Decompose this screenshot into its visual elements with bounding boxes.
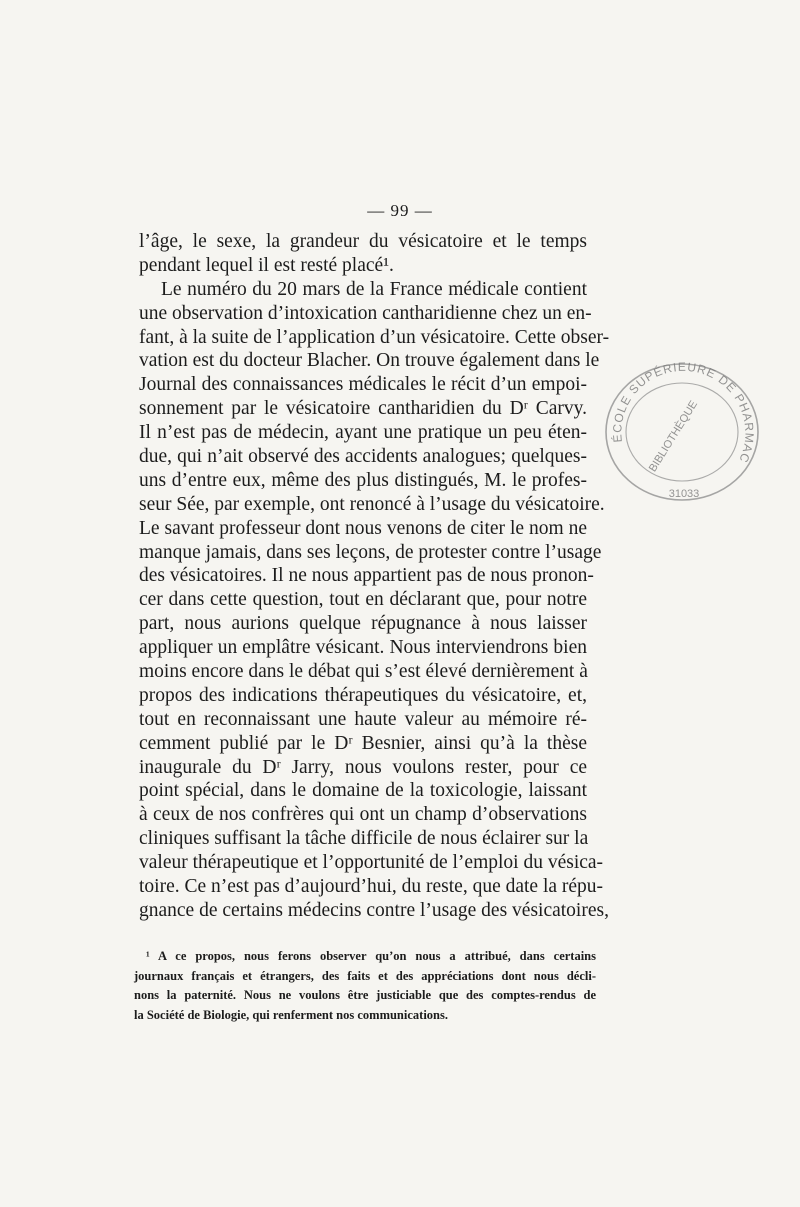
text-line: Le savant professeur dont nous venons de citer le nom ne xyxy=(139,517,587,539)
stamp-seal xyxy=(600,356,760,506)
text-line: moins encore dans le débat qui s’est élevé dernièrement à xyxy=(139,661,588,683)
text-line: sonnement par le vésicatoire cantharidien du Dʳ Carvy. xyxy=(139,398,587,420)
text-line: appliquer un emplâtre vésicant. Nous interviendrons bien xyxy=(139,637,587,659)
text-line: pendant lequel il est resté placé¹. xyxy=(139,254,394,276)
footnote-line: la Société de Biologie, qui renferment nos communications. xyxy=(134,1007,448,1022)
text-line: due, qui n’ait observé des accidents analogues; quelques- xyxy=(139,446,587,468)
text-line: inaugurale du Dʳ Jarry, nous voulons rester, pour ce xyxy=(139,756,587,778)
text-line: point spécial, dans le domaine de la toxicologie, laissant xyxy=(139,780,587,802)
text-line: vation est du docteur Blacher. On trouve également dans le xyxy=(139,350,600,372)
footnote xyxy=(134,947,596,1025)
text-line: fant, à la suite de l’application d’un vésicatoire. Cette obser- xyxy=(139,326,610,348)
text-line: Le numéro du 20 mars de la France médicale contient xyxy=(161,278,587,300)
text-line: part, nous aurions quelque répugnance à nous laisser xyxy=(139,613,587,635)
stamp-number: 31033 xyxy=(668,488,700,500)
text-line: cemment publié par le Dʳ Besnier, ainsi qu’à la thèse xyxy=(139,732,587,754)
stamp-outer-text: ÉCOLE SUPÉRIEURE DE PHARMAC xyxy=(610,359,757,466)
text-line: toire. Ce n’est pas d’aujourd’hui, du reste, que date la répu- xyxy=(139,876,604,898)
text-line: une observation d’intoxication cantharidienne chez un en- xyxy=(139,302,592,324)
text-line: des vésicatoires. Il ne nous appartient pas de nous pronon- xyxy=(139,565,594,587)
text-line: manque jamais, dans ses leçons, de protester contre l’usage xyxy=(139,541,602,563)
stamp-inner-text: BIBLIOTHÈQUE xyxy=(646,398,701,475)
footnote-line: ¹ A ce propos, nous ferons observer qu’on nous a attribué, dans certains xyxy=(146,949,596,963)
text-line: seur Sée, par exemple, ont renoncé à l’usage du vésicatoire. xyxy=(139,493,605,515)
text-line: Il n’est pas de médecin, ayant une pratique un peu éten- xyxy=(139,422,587,444)
footnote-line: nons la paternité. Nous ne voulons être justiciable que des comptes-rendus de xyxy=(134,988,596,1003)
text-line: l’âge, le sexe, la grandeur du vésicatoire et le temps xyxy=(139,231,587,252)
text-line: gnance de certains médecins contre l’usage des vésicatoires, xyxy=(139,899,609,921)
text-line: Journal des connaissances médicales le récit d’un empoi- xyxy=(139,374,587,396)
page-number: — 99 — xyxy=(367,201,433,220)
text-line: cer dans cette question, tout en déclarant que, pour notre xyxy=(139,589,587,611)
text-line: uns d’entre eux, même des plus distingués, M. le profes- xyxy=(139,469,587,491)
text-line: propos des indications thérapeutiques du vésicatoire, et, xyxy=(139,684,587,706)
text-line: valeur thérapeutique et l’opportunité de l’emploi du vésica- xyxy=(139,852,604,874)
text-line: tout en reconnaissant une haute valeur au mémoire ré- xyxy=(139,708,587,730)
text-line: cliniques suffisant la tâche difficile de nous éclairer sur la xyxy=(139,828,589,850)
library-stamp xyxy=(600,356,760,506)
text-line: à ceux de nos confrères qui ont un champ d’observations xyxy=(139,804,587,826)
footnote-line: journaux français et étrangers, des faits et des appréciations dont nous décli- xyxy=(134,968,596,983)
body-text xyxy=(139,230,610,923)
